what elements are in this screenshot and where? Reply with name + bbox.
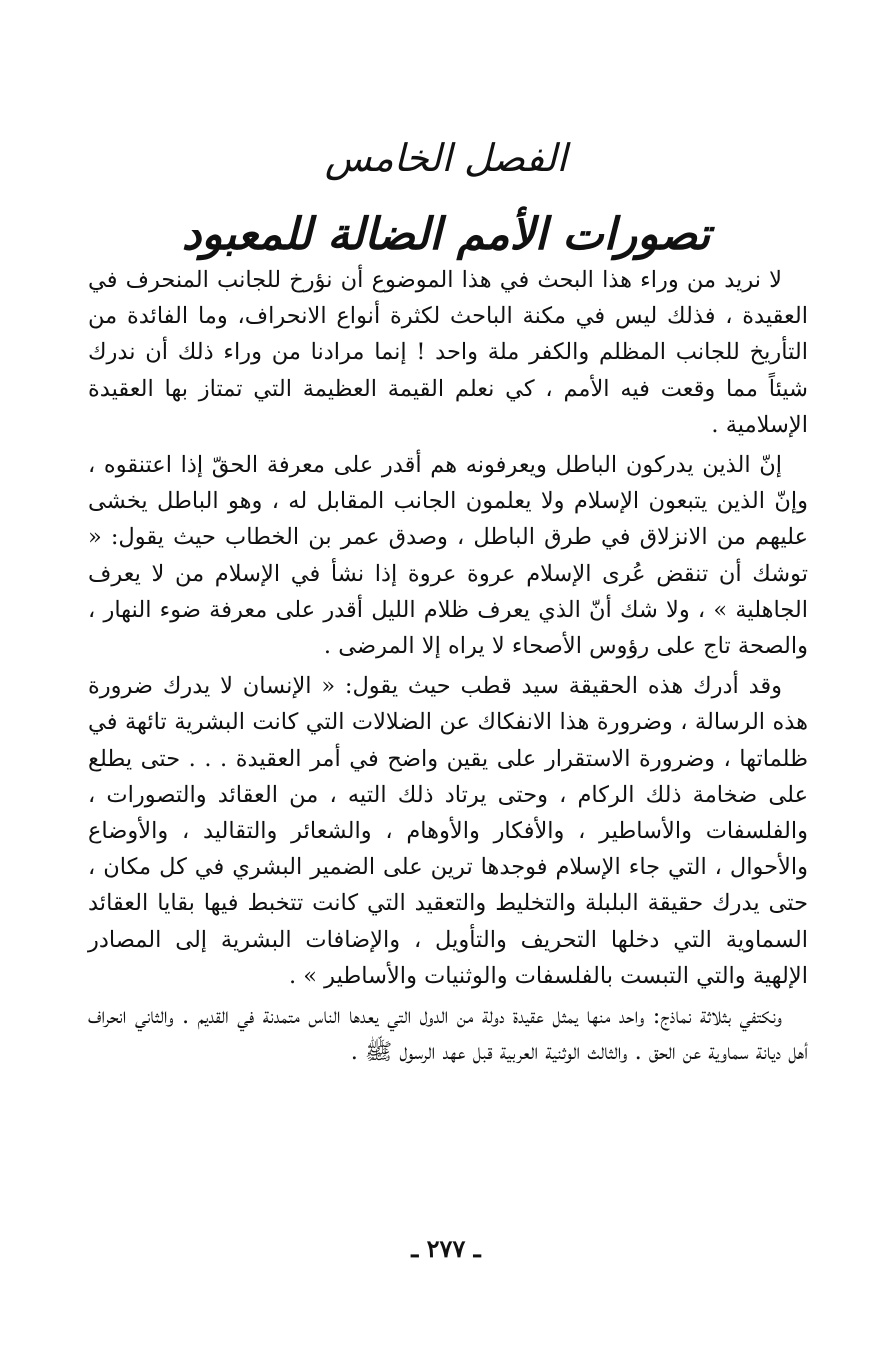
page-number: ـ ٢٧٧ ـ <box>411 1234 481 1263</box>
paragraph-sayyid-qutb-quote: وقد أدرك هذه الحقيقة سيد قطب حيث يقول: « الإنسان لا يدرك ضرورة هذه الرسالة ، وضرورة هذا الانفكاك عن الضلالات التي كانت البشرية تائهة في ظلماتها ، وضرورة الاستقرار على يقين واضح في أمر العقيدة . . . حتى يطلع على ضخامة ذلك الركام ، وحتى يرتاد ذلك التيه ، من العقائد والتصورات ، والفلسفات والأساطير ، والأفكار والأوهام ، والشعائر والتقاليد ، والأوضاع والأحوال ، التي جاء الإسلام فوجدها ترين على الضمير البشري في كل مكان ، حتى يدرك حقيقة البلبلة والتخليط والتعقيد التي كانت تتخبط فيها بقايا العقائد السماوية التي دخلها التحريف والتأويل ، والإضافات البشرية إلى المصادر الإلهية والتي التبست بالفلسفات والوثنيات والأساطير » . <box>88 673 808 989</box>
paragraph-three-models: ونكتفي بثلاثة نماذج: واحد منها يمثل عقيدة دولة من الدول التي يعدها الناس متمدنة في القديم . والثاني انحراف أهل ديانة سماوية عن الحق . والثالث الوثنية العربية قبل عهد الرسول ﷺ . <box>88 1003 808 1066</box>
body-text <box>88 262 808 1074</box>
paragraph-knowing-falsehood: إنّ الذين يدركون الباطل ويعرفونه هم أقدر على معرفة الحقّ إذا اعتنقوه ، وإنّ الذين يتبعون الإسلام ولا يعلمون الجانب المقابل له ، وهو الباطل يخشى عليهم من الانزلاق في طرق الباطل ، وصدق عمر بن الخطاب حيث يقول: « توشك أن تنقض عُرى الإسلام عروة عروة إذا نشأ في الإسلام من لا يعرف الجاهلية » ، ولا شك أنّ الذي يعرف ظلام الليل أقدر على معرفة ضوء النهار ، والصحة تاج على رؤوس الأصحاء لا يراه إلا المرضى . <box>88 452 808 660</box>
paragraph-intro: لا نريد من وراء هذا البحث في هذا الموضوع أن نؤرخ للجانب المنحرف في العقيدة ، فذلك ليس في مكنة الباحث لكثرة أنواع الانحراف، وما الفائدة من التأريخ للجانب المظلم والكفر ملة واحد ! إنما مرادنا من وراء ذلك أن ندرك شيئاً مما وقعت فيه الأمم ، كي نعلم القيمة العظيمة التي تمتاز بها العقيدة الإسلامية . <box>88 267 808 438</box>
chapter-title: تصورات الأمم الضالة للمعبود <box>181 209 711 260</box>
chapter-label: الفصل الخامس <box>324 136 568 180</box>
